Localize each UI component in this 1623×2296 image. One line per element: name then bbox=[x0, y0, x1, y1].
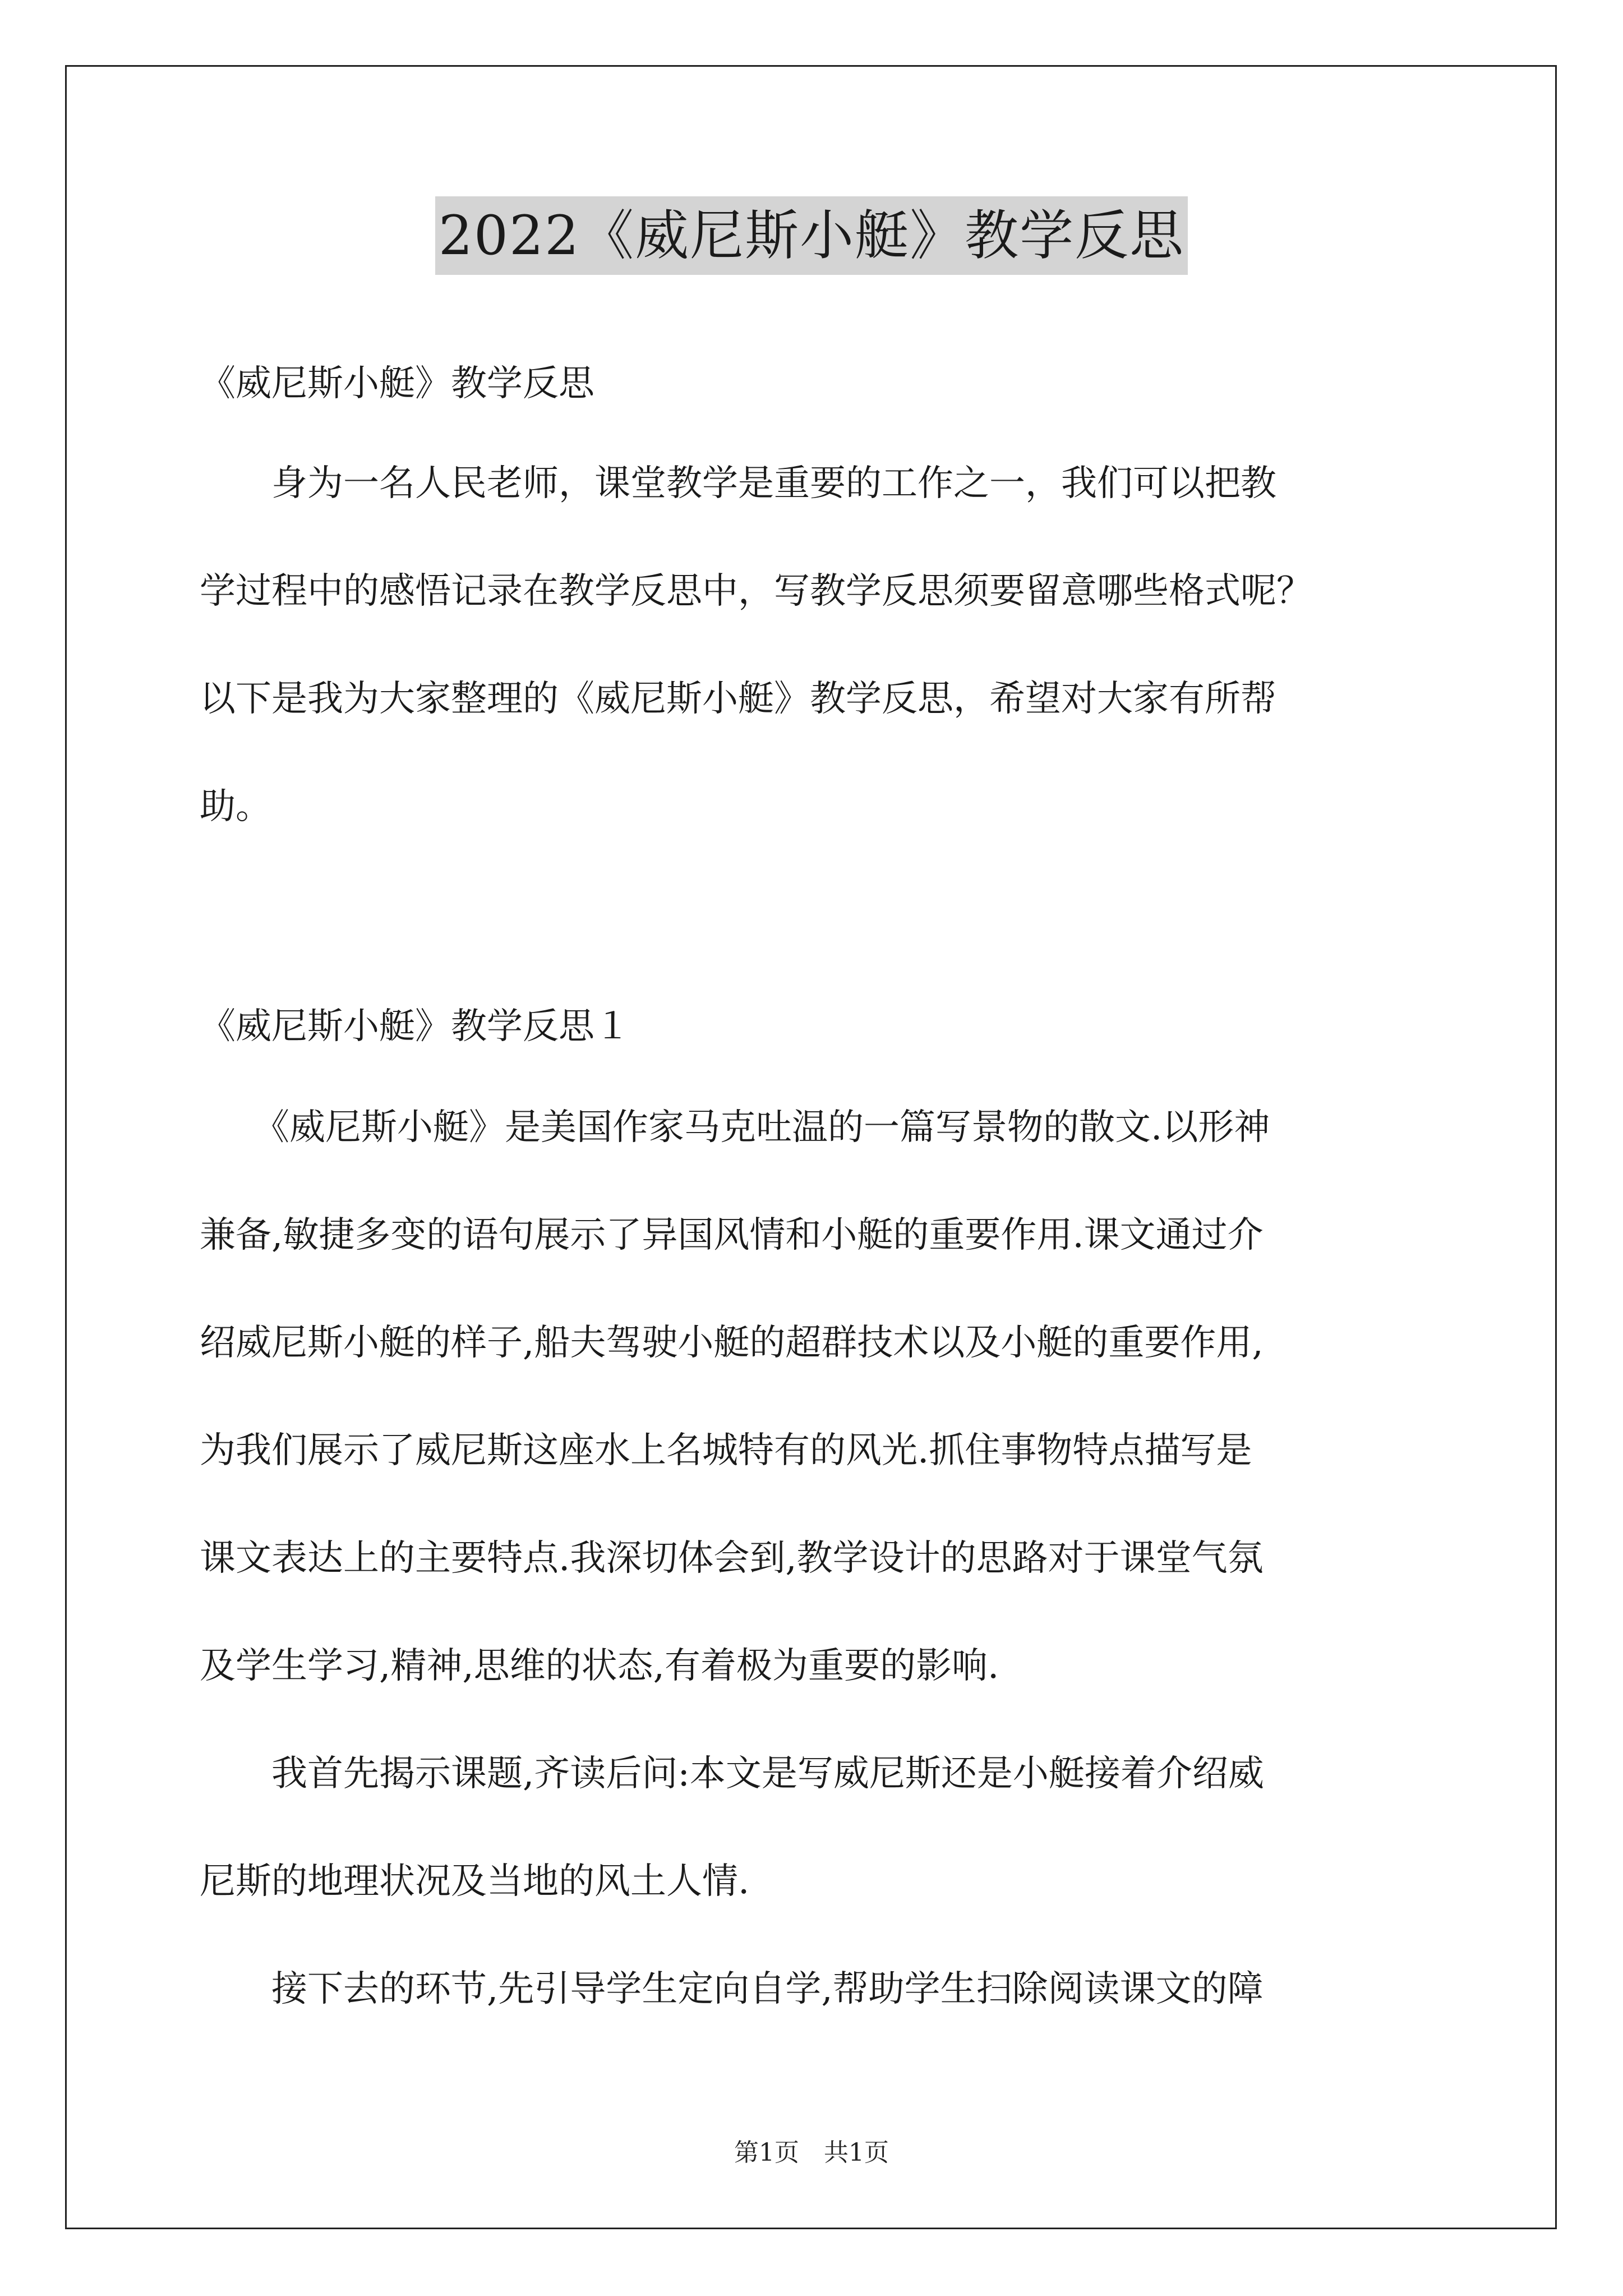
section-paragraph-2 bbox=[200, 1749, 1433, 1964]
intro-line: 以下是我为大家整理的《威尼斯小艇》教学反思，希望对大家有所帮 bbox=[200, 678, 1276, 720]
paragraph-line: 尼斯的地理状况及当地的风土人情. bbox=[200, 1861, 750, 1902]
intro-line: 学过程中的感悟记录在教学反思中，写教学反思须要留意哪些格式呢？ bbox=[200, 570, 1312, 612]
paragraph-line: 为我们展示了威尼斯这座水上名城特有的风光.抓住事物特点描写是 bbox=[200, 1430, 1252, 1471]
intro-line: 身为一名人民老师，课堂教学是重要的工作之一，我们可以把教 bbox=[200, 463, 1276, 504]
paragraph-line: 《威尼斯小艇》是美国作家马克吐温的一篇写景物的散文.以形神 bbox=[200, 1107, 1270, 1148]
intro-paragraph bbox=[200, 459, 1433, 890]
document-title: 2022《威尼斯小艇》教学反思 bbox=[435, 196, 1188, 275]
paragraph-line: 接下去的环节,先引导学生定向自学,帮助学生扫除阅读课文的障 bbox=[200, 1968, 1264, 2010]
document-subtitle: 《威尼斯小艇》教学反思 bbox=[200, 363, 594, 404]
paragraph-line: 绍威尼斯小艇的样子,船夫驾驶小艇的超群技术以及小艇的重要作用, bbox=[200, 1322, 1264, 1364]
title-container bbox=[0, 196, 1623, 275]
section-paragraph-3 bbox=[200, 1964, 1433, 2072]
section-paragraph-1 bbox=[200, 1103, 1433, 1749]
page-footer: 第1页 共1页 bbox=[734, 2138, 889, 2167]
paragraph-line: 兼备,敏捷多变的语句展示了异国风情和小艇的重要作用.课文通过介 bbox=[200, 1214, 1264, 1256]
intro-line: 助。 bbox=[200, 786, 271, 827]
section-heading: 《威尼斯小艇》教学反思１ bbox=[200, 1006, 630, 1047]
paragraph-line: 课文表达上的主要特点.我深切体会到,教学设计的思路对于课堂气氛 bbox=[200, 1538, 1264, 1579]
paragraph-line: 及学生学习,精神,思维的状态,有着极为重要的影响. bbox=[200, 1645, 999, 1687]
paragraph-line: 我首先揭示课题,齐读后问:本文是写威尼斯还是小艇接着介绍威 bbox=[200, 1753, 1264, 1795]
